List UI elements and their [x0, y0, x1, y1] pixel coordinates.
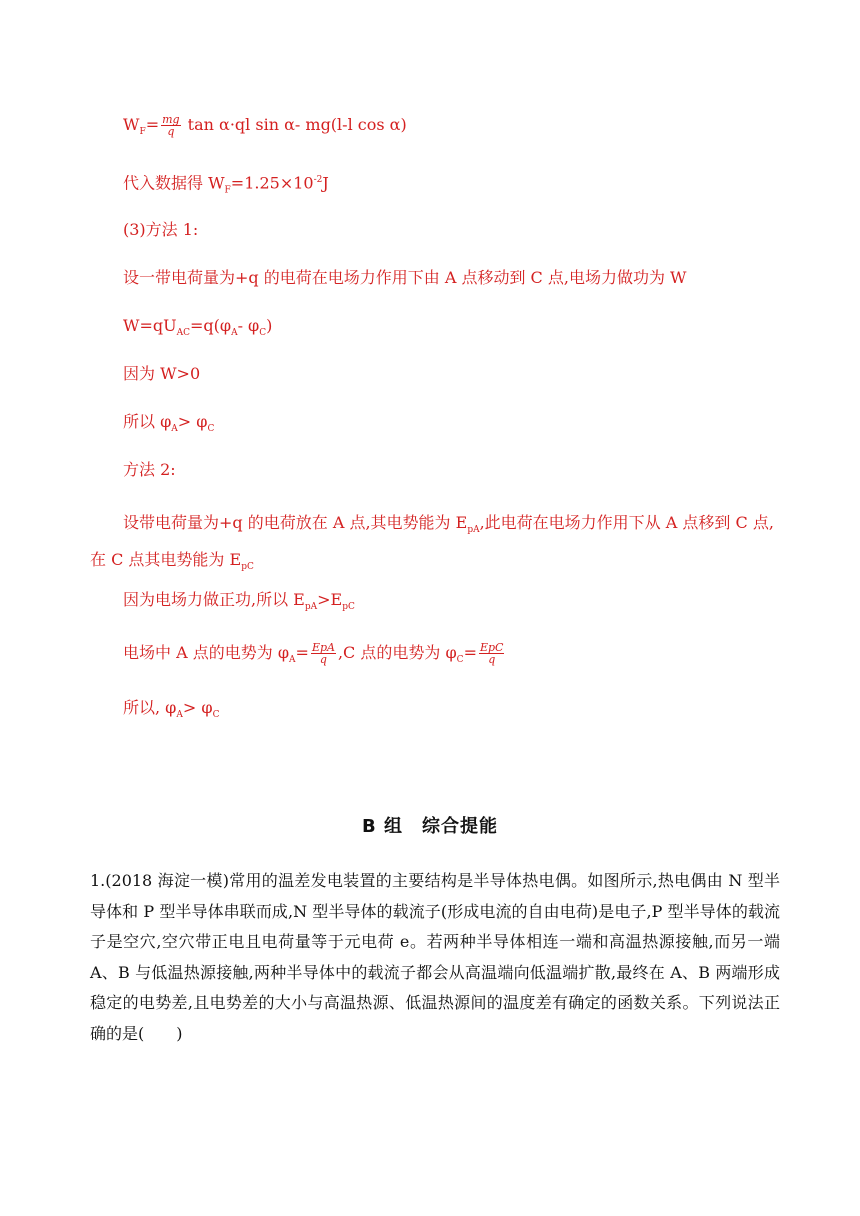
m2-pot-sub-a: A: [289, 655, 296, 666]
result-value: =1.25×10: [230, 173, 314, 193]
m1-formula-part-d: ): [266, 316, 273, 335]
method2-label: 方法 2:: [123, 460, 176, 479]
m1-therefore-a: 所以 φ: [123, 412, 172, 431]
fraction-denominator: q: [488, 653, 496, 666]
work-subscript: F: [139, 127, 146, 138]
m2-conclusion-sub-b: C: [212, 710, 220, 721]
m1-formula-sub-c: C: [259, 328, 267, 339]
problem-text: 1.(2018 海淀一模)常用的温差发电装置的主要结构是半导体热电偶。如图所示,热电偶由 N 型半导体和 P 型半导体串联而成,N 型半导体的载流子(形成电流的自由电荷)是电子,P 型半导体的载流子是空穴,空穴带正电且电荷量等于元电荷 e。若两种半导体相连一端和高温热源接触,而另一端 A、B 与低温热源接触,两种半导体中的载流子都会从高温端向低温端扩散,最终在 A、B 两端形成稳定的电势差,且电势差的大小与高温热源、低温热源间的温度差有确定的函数关系。下列说法正确的是( ): [90, 871, 780, 1043]
m1-formula-part-b: =q(φ: [189, 316, 232, 335]
m1-formula-sub-a: AC: [176, 328, 190, 339]
m2-setup-sub-a: pA: [467, 525, 480, 536]
epc-over-q-fraction: [479, 642, 505, 665]
method1-setup: 设一带电荷量为+q 的电荷在电场力作用下由 A 点移动到 C 点,电场力做功为 W: [123, 268, 687, 287]
m2-because-b: >E: [317, 590, 343, 609]
method2-potentials: [123, 642, 506, 670]
m2-pot-a: 电场中 A 点的电势为 φ: [123, 643, 290, 662]
m1-formula-part-c: - φ: [237, 316, 260, 335]
result-subscript: F: [224, 185, 231, 196]
method2-conclusion: [123, 698, 219, 725]
result-prefix: 代入数据得 W: [123, 173, 225, 193]
m2-pot-sub-b: C: [456, 655, 464, 666]
result-exponent: -2: [313, 175, 323, 185]
fraction-numerator: EpC: [479, 641, 504, 654]
epa-over-q-fraction: [311, 642, 336, 665]
fraction-numerator: EpA: [311, 641, 335, 654]
m1-therefore-sub-a: A: [171, 424, 178, 435]
m2-because-sub-b: pC: [342, 602, 355, 613]
fraction-denominator: q: [167, 125, 175, 138]
m2-pot-eq1: =: [295, 643, 309, 662]
m2-setup-sub-b: pC: [241, 562, 254, 573]
formula-rest: tan α·ql sin α- mg(l-l cos α): [182, 115, 407, 134]
work-result: [123, 170, 329, 201]
m1-therefore-b: > φ: [177, 412, 208, 431]
m2-conclusion-b: > φ: [182, 698, 213, 717]
section-heading: B 组 综合提能: [362, 816, 498, 837]
result-unit: J: [322, 173, 329, 193]
m2-pot-b: ,C 点的电势为 φ: [337, 643, 457, 662]
m2-setup-b: ,此电荷在电场力作用下从 A 点移到 C 点,在 C 点其电势能为 E: [90, 513, 774, 570]
m2-conclusion-sub-a: A: [176, 710, 183, 721]
method1-therefore: [123, 412, 214, 439]
part3-label: (3)方法 1:: [123, 220, 199, 239]
fraction-denominator: q: [319, 653, 327, 666]
m2-conclusion-a: 所以, φ: [123, 698, 177, 717]
m2-because-sub-a: pA: [304, 602, 318, 613]
method1-because: 因为 W>0: [123, 364, 201, 383]
method1-formula: [123, 316, 272, 343]
work-formula: [123, 114, 407, 142]
m1-formula-sub-b: A: [231, 328, 238, 339]
m2-pot-eq2: =: [463, 643, 477, 662]
m2-setup-a: 设带电荷量为+q 的电荷放在 A 点,其电势能为 E: [123, 513, 468, 532]
equals-sign: =: [145, 115, 160, 134]
fraction-numerator: mg: [162, 113, 180, 126]
mg-over-q-fraction: [161, 114, 180, 137]
work-symbol: W: [123, 115, 140, 134]
m2-because-a: 因为电场力做正功,所以 E: [123, 590, 305, 609]
method2-setup: [90, 508, 780, 582]
m1-therefore-sub-b: C: [207, 424, 215, 435]
m1-formula-part-a: W=qU: [123, 316, 177, 335]
method2-because: [123, 590, 355, 617]
